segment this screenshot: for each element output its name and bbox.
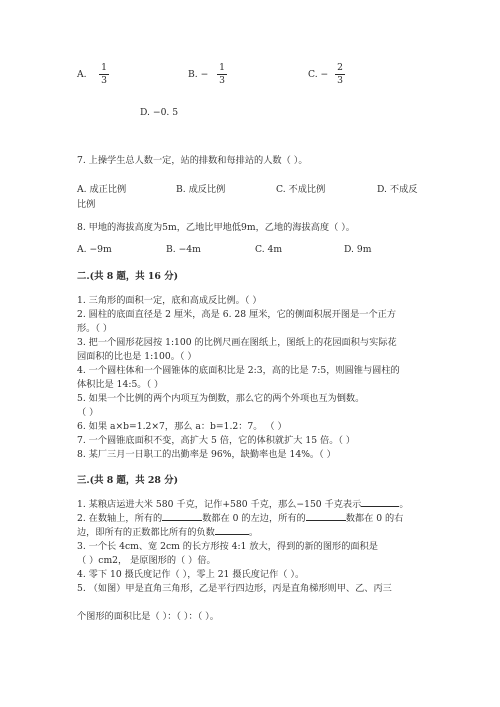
section3-q2-line1: [77, 510, 403, 524]
section2-line: 6. 如果 a×b=1.2×7，那么 a：b=1.2：7。 （ ）: [77, 421, 287, 432]
section3-q5-line2: 个图形的面积比是（ ）：（ ）：（ ）。: [77, 611, 219, 622]
q8-option-d: D. 9m: [344, 244, 372, 255]
section3-q4: 4. 零下 10 摄氏度记作（ ），零上 21 摄氏度记作（ ）。: [77, 569, 305, 580]
q8-option-a: A. −9m: [77, 244, 112, 255]
section3-q2-line2: [77, 524, 258, 538]
q6-option-c-denominator: 3: [337, 75, 343, 86]
q7-stem: 7. 上操学生总人数一定，站的排数和每排站的人数（ ）。: [77, 155, 308, 166]
q8-option-c: C. 4m: [255, 244, 283, 255]
q6-option-a-numerator: 1: [101, 62, 107, 73]
section3-q3-line1: 3. 一个长 4cm、宽 2cm 的长方形按 4:1 放大，得到的新的图形的面积是: [77, 541, 378, 552]
section3-q2-text-b: 数都在 0 的左边，所有的: [202, 513, 306, 524]
q6-option-a-denominator: 3: [101, 75, 107, 86]
q7-option-b: B. 成反比例: [176, 184, 226, 195]
section2-line: 形。（ ）: [77, 323, 113, 334]
answer-blank[interactable]: [215, 525, 249, 535]
q6-option-b-label: B. −: [188, 69, 209, 80]
section2-line: 5. 如果一个比例的两个内项互为倒数，那么它的两个外项也互为倒数。: [77, 393, 365, 404]
q6-option-b-fraction: [217, 63, 227, 86]
q6-option-a-label: A.: [77, 69, 87, 80]
q7-option-a: A. 成正比例: [77, 184, 127, 195]
answer-blank[interactable]: [306, 511, 346, 521]
section2-line: 1. 三角形的面积一定，底和高成反比例。（ ）: [77, 295, 262, 306]
answer-blank[interactable]: [361, 497, 399, 507]
section2-line: 体积比是 14:5。（ ）: [77, 379, 164, 390]
section3-q1: [77, 496, 409, 510]
q6-option-b-denominator: 3: [219, 75, 225, 86]
section2-line: 4. 一个圆柱体和一个圆锥体的底面积比是 2:3，高的比是 7:5，则圆锥与圆柱的: [77, 365, 400, 376]
section3-q2-text-c: 数都在 0 的右: [345, 513, 404, 524]
section2-line: 2. 圆柱的底面直径是 2 厘米，高是 6. 28 厘米，它的侧面积展开图是一个正方: [77, 309, 397, 320]
q6-option-a-fraction: [99, 63, 109, 86]
section2-line: 8. 某厂三月一日职工的出勤率是 96%，缺勤率也是 14%。（ ）: [77, 449, 336, 460]
q6-option-c-label: C. −: [308, 69, 329, 80]
q7-option-c: C. 不成比例: [276, 184, 326, 195]
answer-blank[interactable]: [162, 511, 202, 521]
q8-option-b: B. −4m: [166, 244, 201, 255]
q8-stem: 8. 甲地的海拔高度为5m，乙地比甲地低9m，乙地的海拔高度（ ）。: [77, 222, 355, 233]
section3-q2-end: 。: [248, 527, 258, 538]
section3-q2-text-d: 边，即所有的正数都比所有的负数: [77, 527, 215, 538]
section2-line: 3. 把一个圆形花园按 1:100 的比例尺画在图纸上，图纸上的花园面积与实际花: [77, 337, 397, 348]
section3-q1-end: 。: [399, 499, 409, 510]
q7-option-d-line1: D. 不成反: [377, 184, 418, 195]
q6-option-d: D. −0. 5: [140, 107, 179, 118]
section3-header: 三.(共 8 题，共 28 分): [77, 475, 179, 486]
q6-option-c-numerator: 2: [337, 62, 343, 73]
section2-line: 7. 一个圆锥底面积不变，高扩大 5 倍，它的体积就扩大 15 倍。（ ）: [77, 435, 356, 446]
section2-line: 园面积的比也是 1:100。（ ）: [77, 351, 197, 362]
section2-line: （ ）: [77, 407, 99, 418]
section3-q1-text: 1. 某粮店运进大米 580 千克，记作+580 千克，那么−150 千克表示: [77, 499, 362, 510]
section3-q5-line1: 5. （如图）甲是直角三角形，乙是平行四边形，丙是直角梯形则甲、乙、丙三: [77, 583, 392, 594]
section3-q3-line2: （ ）cm2， 是原图形的（ ）倍。: [77, 555, 216, 566]
q7-option-d-line2: 比例: [77, 199, 96, 210]
q6-option-c-fraction: [335, 63, 345, 86]
q6-option-b-numerator: 1: [219, 62, 225, 73]
section3-q2-text-a: 2. 在数轴上，所有的: [77, 513, 163, 524]
section2-header: 二.(共 8 题，共 16 分): [77, 271, 179, 282]
